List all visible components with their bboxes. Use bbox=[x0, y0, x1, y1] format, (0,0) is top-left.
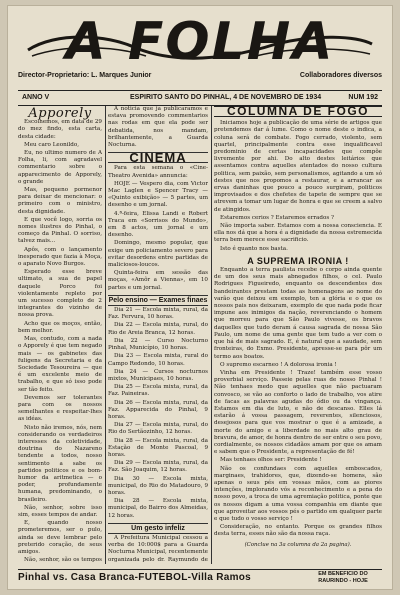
article-paragraph: Para esta semana o «Cine-Theatro Avenida» annuncia: bbox=[108, 165, 208, 179]
article-paragraph: Nisto não iremos, nós, nem considerando os verdadeiros interesses da coletividade, doutrina do Nazareno tendente a todos, nosso sentimento a sabe os partidos politicos e os bom-humor da aritmetica — o poder, profundamente humana, predominando, o brasileiro. bbox=[18, 424, 102, 503]
article-paragraph: Não importa saber. Estamos com a nossa consciencia. E ella nos dá que a hora é a dignidade da nossa estremecida terra bem merece esse sacrificio. bbox=[214, 223, 382, 244]
exam-entry: Dia 28 — Escola mixta, municipal, do Bairro dos Almeidas, 12 horas. bbox=[108, 498, 208, 519]
newspaper-title: A FOLHA bbox=[65, 12, 335, 72]
issue-place-date: ESPIRITO SANTO DO PINHAL, 4 DE NOVEMBRO DE 1934 bbox=[130, 94, 322, 101]
football-ad: Pinhal vs. Casa Branca-FUTEBOL-Villa Ramos bbox=[18, 572, 252, 583]
article-paragraph: Não os confundaes com aquelles emboscados, marginaes, trahidores, que, dizendo-se homens, são apenas o seus pés em vossas mãos, com as piores intenções, implorando vós a reconhecimento e a pena do nosso povo, a troca de uma agremiação politica, ponte que os nossos digam a uma vossa companhia em diante que que aproveitar aos vossos pés o partido em qualquer parte e que tudo o vosso serviço ! bbox=[214, 465, 382, 522]
article-paragraph: Não, senhor, sobre isso sim, esses tempos de andar. bbox=[18, 504, 102, 518]
article-paragraph: Iniciamos hoje a publicação de uma série de artigos que pretendemos dar á lume. Como o nome deste o indica, a coluna será de combate. Fogo cerrado, violento, sem quartel, principalmente contra esse inqualificavel predominio de certas incapacidades que compõe livremente por ahi. Do alto destes leitários que assentamos contra aquelles atentados do nosso cultura politica, sem paixão, sem personalismos, agitando a um só destes que nos propomos a restaurar, e a arrancar as ervas daninhas que pouco a pouco surgiram, politicos improvisados e dos chefetes de tapete de sempre que se atrevem a tomar um lugar de honra e que se creem a salvo de atingidos. bbox=[214, 120, 382, 213]
column-right bbox=[214, 106, 382, 564]
issue-year: ANNO V bbox=[22, 94, 50, 101]
director-line: Director-Proprietario: L. Marques Junior bbox=[18, 72, 152, 79]
article-paragraph: Apôs, com o lançamento inesperado que fazia à Moça, o aparato Novo Burgos. bbox=[18, 246, 102, 268]
article-paragraph: Mas tenhaes olhos ser: Presidente ! bbox=[220, 457, 322, 464]
issue-number: NUM 192 bbox=[348, 94, 378, 101]
article-paragraph: Vinha em Presidente ! Traze! também esse vosso proverbial serviço. Passeie pelas ruas de nosso Pinhal ! Não tenhaes medo que aquelles que não pactuaram convosco, se vão ao conforto o lado de trabalho, vos atire de facas as palavras agudas do ódio ou da vingança. Estamos em dia de luto, e não de descanso. Elles lá estarão á vossa passagem, reverentes, silenciosos, desejosos para que vos mostrar o que é a amizade, a morte do amigo e a liberdade no mais alto grau de bravura, de amor, de honra dentro de ser entre o seu povo, cordialmente, os nossos cidadãos amam por que os amam e sabem que o Presidente, a representação de fé! bbox=[214, 369, 382, 456]
exam-entry: Dia 22 — Curso Nocturno Pinhal, Município, 10 horas. bbox=[108, 337, 208, 352]
exam-entry: Dia 23 — Escola mixta, rural do Campo Redondo, 10 horas. bbox=[108, 353, 208, 367]
article-paragraph: Quinta-feira em sessão das moças, «Amôr a Vienna», em 10 partes e um jornal. bbox=[108, 270, 208, 291]
column-middle bbox=[108, 106, 208, 564]
masthead bbox=[18, 12, 382, 86]
article-paragraph: Isto é quanto nos basta. bbox=[220, 245, 288, 252]
article-paragraph: HOJE — Vespero dia, com Victor Mac Laglen e Spencer Tracy — «Quinto exibição» — 5 partes, um desenho e um jornal. bbox=[108, 180, 208, 209]
newspaper-page bbox=[8, 6, 392, 589]
apporely-heading: Apporely bbox=[28, 106, 92, 121]
exam-entry: Dia 22 — Escola mixta, rural, do Rio de Areia Branca, 12 horas. bbox=[108, 322, 208, 336]
article-paragraph: E, quando nosso prometeremos, ser o pulo, ainda se deve lembrar pelo preterido coração, de seus amigos. bbox=[18, 520, 102, 555]
exam-entry: Dia 30 — Escola mixta, municipal, do Rio do Matadouro, 9 horas. bbox=[108, 475, 208, 496]
cinema-heading: CINEMA bbox=[108, 152, 208, 163]
exam-entry: Dia 28 — Escola mixta, rural, da Estação de Monte Pascoal, 9 horas. bbox=[108, 437, 208, 458]
article-paragraph: Enquanto a terra paulista recebe o corpo ainda quente de um dos seus mais abnegados filhos, o cel. Paulo Rodrigues Figueiredo, enquanto os descendentes dos bandeirantes prestam todas as homenagens ao nome do varão que deixou em exemplo, ten a glória e o que os nossos pais nos deixaram, exemplo de que nada pode ficar impune aos inimigos da nação, reverenciando o homem que morreu para que São Paulo vivesse, os bravos daquelles que tudo deram á causa sagrada de nossa São Paulo, um nome de uma gente que tem tudo a ver com o que há de mais sagrado. E, é natural que a saudade, sem fronteiras, do Exmo. Presidente, apresse-se para pôr um termo aos boatos. bbox=[214, 267, 382, 360]
collaborators-line: Collaboradores diversos bbox=[299, 72, 382, 79]
columna-de-fogo-heading: COLUMNA DE FOGO bbox=[214, 106, 382, 117]
article-paragraph: Mas, pequeno pormenor para deixar de mencionar: o primeiro com o ministro, desta dignidade. bbox=[18, 187, 102, 215]
article-paragraph: A noticia que ja publicaramos e estava promovendo commentarios nas rodas em que ela pode ser debatida, nos mandam, brilhantemente, a Guarda Nocturna. bbox=[108, 106, 208, 149]
exam-entry: Dia 24 — Cursos nocturnos mixtos, Municipaes, 10 horas. bbox=[108, 368, 208, 382]
article-paragraph: Não, senhor, são os tempos bbox=[24, 557, 102, 564]
exam-entry: Dia 21 — Escola mixta, rural, da Faz. Fervura, 10 horas. bbox=[108, 307, 208, 321]
article-paragraph: Esperado esse breve ultimato, a sua de papel daquele Porco foi violentamente repleto por um sucesso completo de 2 integrantes do vizinho de nossa prova. bbox=[18, 269, 102, 319]
article-paragraph: A Prefeitura Municipal cessou a verba de 10:000$ para a Guarda Nocturna Municipal, recentemente organizada pelo dr. Raymundo de bbox=[108, 534, 208, 563]
article-paragraph: Devemos ser tolerantes para com os nossos semelhantes e respeitar-lhes as idéas. bbox=[18, 394, 102, 423]
suprema-ironia-heading: A SUPREMA IRONIA ! bbox=[247, 255, 349, 266]
issue-info-bar bbox=[18, 90, 382, 106]
benefit-note: EM BENEFICIO DO RAURINDO - HOJE bbox=[318, 571, 368, 584]
article-paragraph: Consideração, no entanto. Porque os grandes filhos desta terra, esses não são da nossa raça. bbox=[214, 524, 382, 538]
exams-heading: Pelo ensino — Exames finaes bbox=[108, 295, 208, 306]
article-paragraph: E que você logo, sorria os nomes ilustres do Pinhal, o começo da Pinhal. O sorriso, talvez mais... bbox=[18, 216, 102, 245]
article-paragraph: Estaremos cerios ? Estaremos errados ? bbox=[220, 214, 334, 221]
column-left bbox=[18, 106, 102, 564]
exam-entry: Dia 26 — Escola mixta, rural, da Faz. Apparecida do Pinhal, 9 horas. bbox=[108, 399, 208, 420]
article-paragraph: Domingo, mesmo popular, que exige um policiamento severo para evitar desordens entre partidas de maliciosos-loucos. bbox=[108, 240, 208, 269]
article-paragraph: Meu caro Leonildo, bbox=[24, 141, 80, 148]
article-paragraph: Eu, no ultimo numero de A Folha, li, com agradavel commentario sobre o apparecimento de Apporely, o grande bbox=[18, 150, 102, 185]
exam-entry: Dia 27 — Escola mixta, rural, do Rio do Sertãozinho, 12 horas. bbox=[108, 422, 208, 436]
footer-banner bbox=[18, 569, 382, 590]
article-paragraph: Mas, contudo, com a nada o Apporely é que tem negado mais — os gabinetes das fuligens da Secretaria e da Sociedade Tesoureira — que é um excelente meio de trabalho, e que só isso pode ser tão feito. bbox=[18, 336, 102, 393]
article-paragraph: Acho que os moços, então, bem melhor. bbox=[18, 320, 102, 334]
continuation-note: (Conclue na 3a columna da 2a pagina). bbox=[244, 541, 352, 548]
article-paragraph: 4.ª-feira, Elissa Landi e Robert Traca em «Sorrisos do Mundo», em 8 actos, um jornal e um desenho. bbox=[108, 210, 208, 239]
exam-entry: Dia 25 — Escola mixta, rural, da Faz. Paineiras. bbox=[108, 384, 208, 398]
column-rule bbox=[211, 106, 212, 564]
article-paragraph: O supremo escarneo ! A dolorosa ironia ! bbox=[220, 361, 337, 368]
exam-entry: Dia 29 — Escola mixta, rural, da Faz. São Joaquim, 12 horas. bbox=[108, 460, 208, 474]
article-paragraph: Escolhemos, em data de 29 do mez findo, esta carta, desta cidade: bbox=[18, 119, 102, 140]
gesto-heading: Um gesto infeliz bbox=[108, 523, 208, 534]
column-rule bbox=[105, 106, 106, 564]
